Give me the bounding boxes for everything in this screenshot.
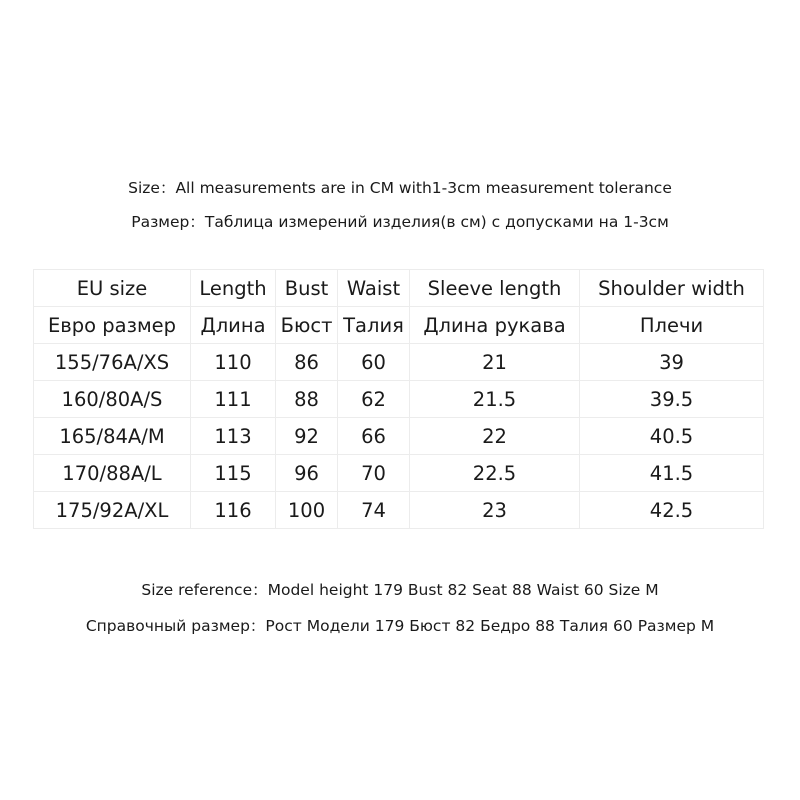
- table-cell: 115: [191, 455, 276, 492]
- table-cell: 100: [276, 492, 338, 529]
- table-row: [34, 418, 764, 455]
- table-cell: 170/88A/L: [34, 455, 191, 492]
- header-waist: Waist: [338, 270, 410, 307]
- table-row: [34, 492, 764, 529]
- header-sleeve-length-ru: Длина рукава: [410, 307, 580, 344]
- table-cell: 40.5: [580, 418, 764, 455]
- table-cell: 96: [276, 455, 338, 492]
- size-reference-ru: Справочный размер：Рост Модели 179 Бюст 82 Бедро 88 Талия 60 Размер M: [85, 617, 715, 635]
- table-row: [34, 455, 764, 492]
- header-length: Length: [191, 270, 276, 307]
- table-row: [34, 344, 764, 381]
- header-shoulder-width-ru: Плечи: [580, 307, 764, 344]
- table-row: [34, 381, 764, 418]
- table-cell: 42.5: [580, 492, 764, 529]
- header-eu-size: EU size: [34, 270, 191, 307]
- table-cell: 60: [338, 344, 410, 381]
- table-cell: 165/84A/M: [34, 418, 191, 455]
- size-reference-en: Size reference：Model height 179 Bust 82 Seat 88 Waist 60 Size M: [141, 581, 659, 599]
- table-cell: 62: [338, 381, 410, 418]
- table-cell: 111: [191, 381, 276, 418]
- header-length-ru: Длина: [191, 307, 276, 344]
- size-chart-table: [33, 269, 764, 529]
- table-cell: 70: [338, 455, 410, 492]
- table-cell: 88: [276, 381, 338, 418]
- header-row-en: [34, 270, 764, 307]
- table-cell: 92: [276, 418, 338, 455]
- table-cell: 21: [410, 344, 580, 381]
- header-shoulder-width: Shoulder width: [580, 270, 764, 307]
- measurement-note-en: Size：All measurements are in CM with1-3cm measurement tolerance: [128, 179, 672, 197]
- header-bust-ru: Бюст: [276, 307, 338, 344]
- table-cell: 110: [191, 344, 276, 381]
- table-cell: 113: [191, 418, 276, 455]
- table-cell: 21.5: [410, 381, 580, 418]
- header-waist-ru: Талия: [338, 307, 410, 344]
- table-cell: 41.5: [580, 455, 764, 492]
- header-row-ru: [34, 307, 764, 344]
- table-cell: 23: [410, 492, 580, 529]
- header-eu-size-ru: Евро размер: [34, 307, 191, 344]
- table-cell: 155/76A/XS: [34, 344, 191, 381]
- table-cell: 66: [338, 418, 410, 455]
- header-bust: Bust: [276, 270, 338, 307]
- table-cell: 74: [338, 492, 410, 529]
- table-cell: 175/92A/XL: [34, 492, 191, 529]
- table-cell: 22: [410, 418, 580, 455]
- header-sleeve-length: Sleeve length: [410, 270, 580, 307]
- table-cell: 116: [191, 492, 276, 529]
- measurement-note-ru: Размер：Таблица измерений изделия(в см) с допусками на 1-3см: [131, 213, 669, 231]
- table-cell: 39.5: [580, 381, 764, 418]
- table-cell: 22.5: [410, 455, 580, 492]
- table-cell: 86: [276, 344, 338, 381]
- table-cell: 39: [580, 344, 764, 381]
- table-cell: 160/80A/S: [34, 381, 191, 418]
